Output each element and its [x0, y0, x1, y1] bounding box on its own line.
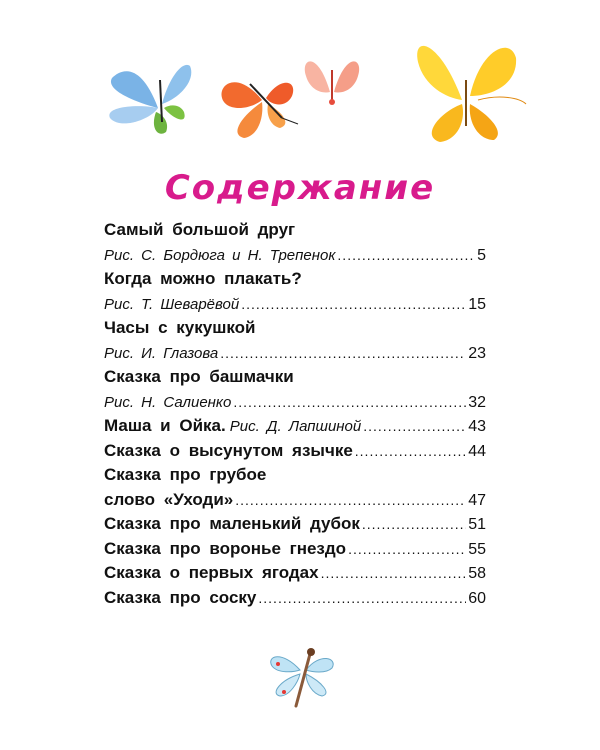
toc-entry-7 — [104, 463, 486, 488]
entry-title: Сказка про грубое — [104, 465, 267, 484]
table-of-contents — [104, 218, 486, 610]
butterfly-orange-icon — [221, 82, 298, 138]
toc-entry-10 — [104, 561, 486, 586]
entry-title: Сказка о высунутом язычке — [104, 440, 353, 460]
entry-title: слово «Уходи» — [104, 489, 234, 509]
entry-page: 60 — [468, 589, 486, 607]
leader-dots — [321, 561, 467, 586]
entry-page: 51 — [468, 516, 486, 533]
entry-page: 5 — [477, 246, 486, 264]
entry-page: 44 — [468, 442, 486, 460]
leader-dots — [241, 292, 466, 317]
entry-credit: Рис. Д. Лапшиной — [229, 418, 362, 435]
leader-dots — [355, 439, 466, 464]
toc-entry-2 — [104, 267, 486, 292]
entry-page: 55 — [468, 540, 486, 558]
toc-entry-3-credit — [104, 341, 486, 366]
toc-entry-7-cont — [104, 488, 486, 513]
butterfly-pink-icon — [305, 61, 359, 105]
entry-credit: Рис. Н. Салиенко — [104, 393, 232, 411]
leader-dots — [220, 341, 466, 366]
entry-page: 23 — [468, 344, 486, 362]
entry-page: 32 — [468, 393, 486, 411]
toc-entry-5 — [104, 414, 486, 439]
toc-entry-3 — [104, 316, 486, 341]
toc-entry-11 — [104, 586, 486, 611]
leader-dots — [348, 537, 466, 562]
leader-dots — [258, 586, 466, 611]
toc-entry-6 — [104, 439, 486, 464]
leader-dots — [233, 390, 466, 415]
leader-dots — [337, 243, 475, 268]
leader-dots — [362, 512, 466, 537]
entry-title: Сказка про маленький дубок — [104, 514, 360, 533]
toc-entry-8 — [104, 512, 486, 537]
toc-entry-1-credit — [104, 243, 486, 268]
entry-title: Самый большой друг — [104, 220, 296, 239]
leader-dots — [363, 414, 466, 439]
entry-title: Сказка про соску — [104, 587, 257, 607]
entry-page: 47 — [468, 491, 486, 509]
entry-credit: Рис. И. Глазова — [104, 344, 219, 362]
page-title: Содержание — [164, 168, 436, 208]
entry-page: 15 — [468, 295, 486, 313]
entry-page: 43 — [468, 418, 486, 435]
entry-title: Маша и Ойка. — [104, 416, 226, 435]
entry-credit: Рис. С. Бордюга и Н. Трепенок — [104, 246, 336, 264]
entry-title: Часы с кукушкой — [104, 318, 256, 337]
butterfly-yellow-icon — [417, 46, 526, 142]
toc-entry-9 — [104, 537, 486, 562]
entry-title: Сказка о первых ягодах — [104, 563, 319, 582]
entry-title: Сказка про башмачки — [104, 367, 294, 386]
butterflies-illustration — [0, 0, 600, 160]
butterfly-blue-icon — [109, 65, 191, 134]
dragonfly-icon — [262, 640, 342, 712]
toc-entry-4 — [104, 365, 486, 390]
entry-credit: Рис. Т. Шеварёвой — [104, 295, 240, 313]
entry-page: 58 — [468, 565, 486, 582]
toc-entry-4-credit — [104, 390, 486, 415]
entry-title: Сказка про воронье гнездо — [104, 538, 347, 558]
entry-title: Когда можно плакать? — [104, 269, 302, 288]
leader-dots — [235, 488, 466, 513]
toc-entry-2-credit — [104, 292, 486, 317]
toc-entry-1 — [104, 218, 486, 243]
